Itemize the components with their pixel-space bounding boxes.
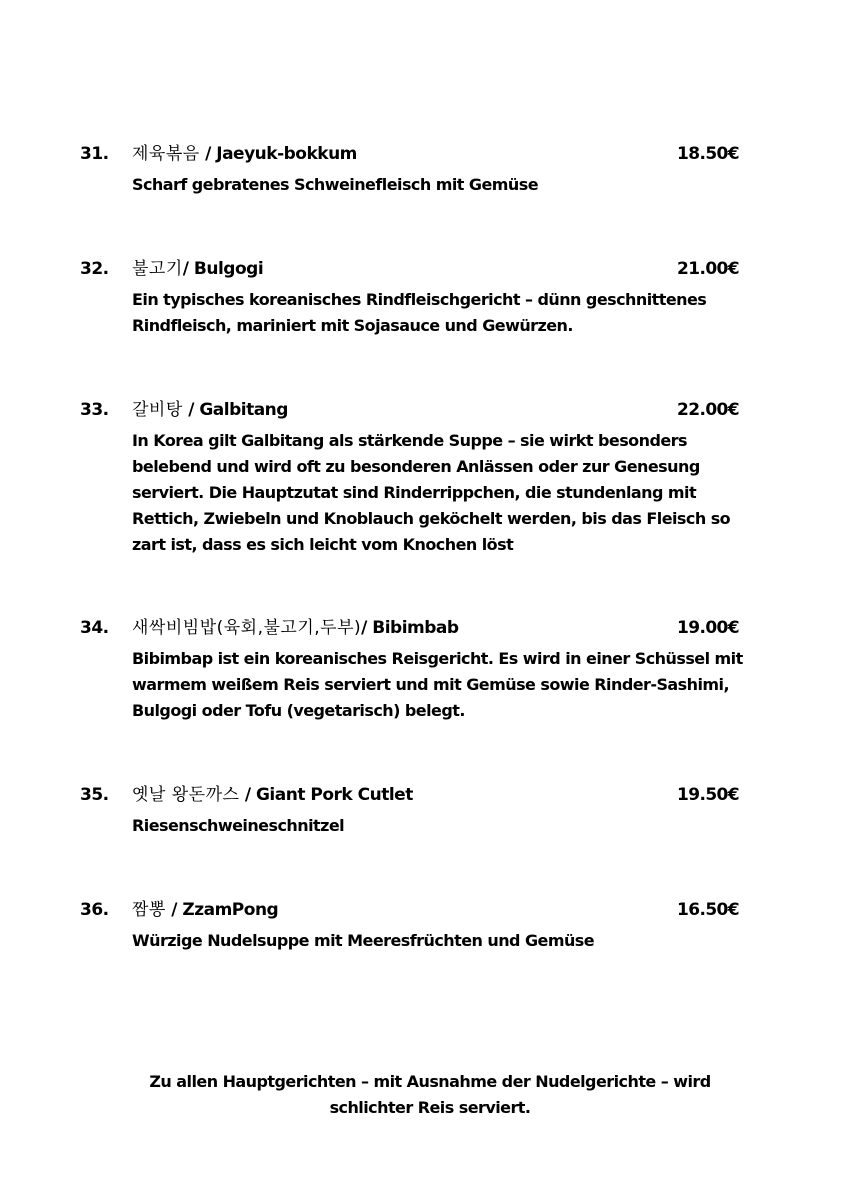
item-name-korean: 제육볶음 <box>132 144 200 164</box>
item-name-latin: / Bulgogi <box>182 259 264 279</box>
item-number: 31. <box>80 144 109 164</box>
menu-item-34 <box>80 615 780 724</box>
item-price: 19.00€ <box>677 618 740 638</box>
item-price: 19.50€ <box>677 785 740 805</box>
menu-item-31 <box>80 141 780 198</box>
item-name-latin: / Bibimbab <box>361 618 459 638</box>
item-number: 35. <box>80 785 109 805</box>
item-name <box>132 782 413 808</box>
footer-note: Zu allen Hauptgerichten – mit Ausnahme der Nudelgerichte – wird schlichter Reis serviert. <box>149 1072 711 1117</box>
item-description: Würzige Nudelsuppe mit Meeresfrüchten und Gemüse <box>132 931 595 950</box>
item-name <box>132 897 278 923</box>
item-description: Bibimbap ist ein koreanisches Reisgericht. Es wird in einer Schüssel mit warmem weißem Reis serviert und mit Gemüse sowie Rinder-Sashimi, Bulgogi oder Tofu (vegetarisch) belegt. <box>132 649 743 720</box>
item-number: 36. <box>80 900 109 920</box>
menu-item-header <box>80 256 780 282</box>
item-name <box>132 397 288 423</box>
item-name <box>132 615 459 641</box>
item-price: 18.50€ <box>677 144 740 164</box>
item-name-latin: / ZzamPong <box>165 900 279 920</box>
menu-item-33 <box>80 397 780 558</box>
item-name-korean: 불고기 <box>132 259 183 279</box>
item-number: 34. <box>80 618 109 638</box>
item-description: Riesenschweineschnitzel <box>132 816 345 835</box>
menu-item-header <box>80 615 780 641</box>
item-name-latin: / Giant Pork Cutlet <box>239 785 413 805</box>
item-description: Scharf gebratenes Schweinefleisch mit Gemüse <box>132 175 539 194</box>
item-name-korean: 옛날 왕돈까스 <box>132 785 240 805</box>
menu-item-header <box>80 897 780 923</box>
item-name-latin: / Galbitang <box>182 400 288 420</box>
item-name-korean: 갈비탕 <box>132 400 183 420</box>
item-price: 22.00€ <box>677 400 740 420</box>
menu-item-36 <box>80 897 780 954</box>
item-name-korean: 새싹비빔밥(육회,불고기,두부) <box>132 618 362 638</box>
item-name-korean: 짬뽕 <box>132 900 166 920</box>
menu-item-header <box>80 141 780 167</box>
item-price: 16.50€ <box>677 900 740 920</box>
item-description: Ein typisches koreanisches Rindfleischgericht – dünn geschnittenes Rindfleisch, mariniert mit Sojasauce und Gewürzen. <box>132 290 707 335</box>
menu-item-header <box>80 782 780 808</box>
menu-item-32 <box>80 256 780 339</box>
item-number: 33. <box>80 400 109 420</box>
item-name <box>132 141 357 167</box>
item-number: 32. <box>80 259 109 279</box>
item-price: 21.00€ <box>677 259 740 279</box>
item-name <box>132 256 263 282</box>
menu-item-35 <box>80 782 780 839</box>
item-description: In Korea gilt Galbitang als stärkende Suppe – sie wirkt besonders belebend und wird oft zu besonderen Anlässen oder zur Genesung serviert. Die Hauptzutat sind Rinderrippchen, die stundenlang mit Rettich, Zwiebeln und Knoblauch geköchelt werden, bis das Fleisch so zart ist, dass es sich leicht vom Knochen löst <box>132 431 731 554</box>
menu-item-header <box>80 397 780 423</box>
item-name-latin: / Jaeyuk-bokkum <box>199 144 357 164</box>
